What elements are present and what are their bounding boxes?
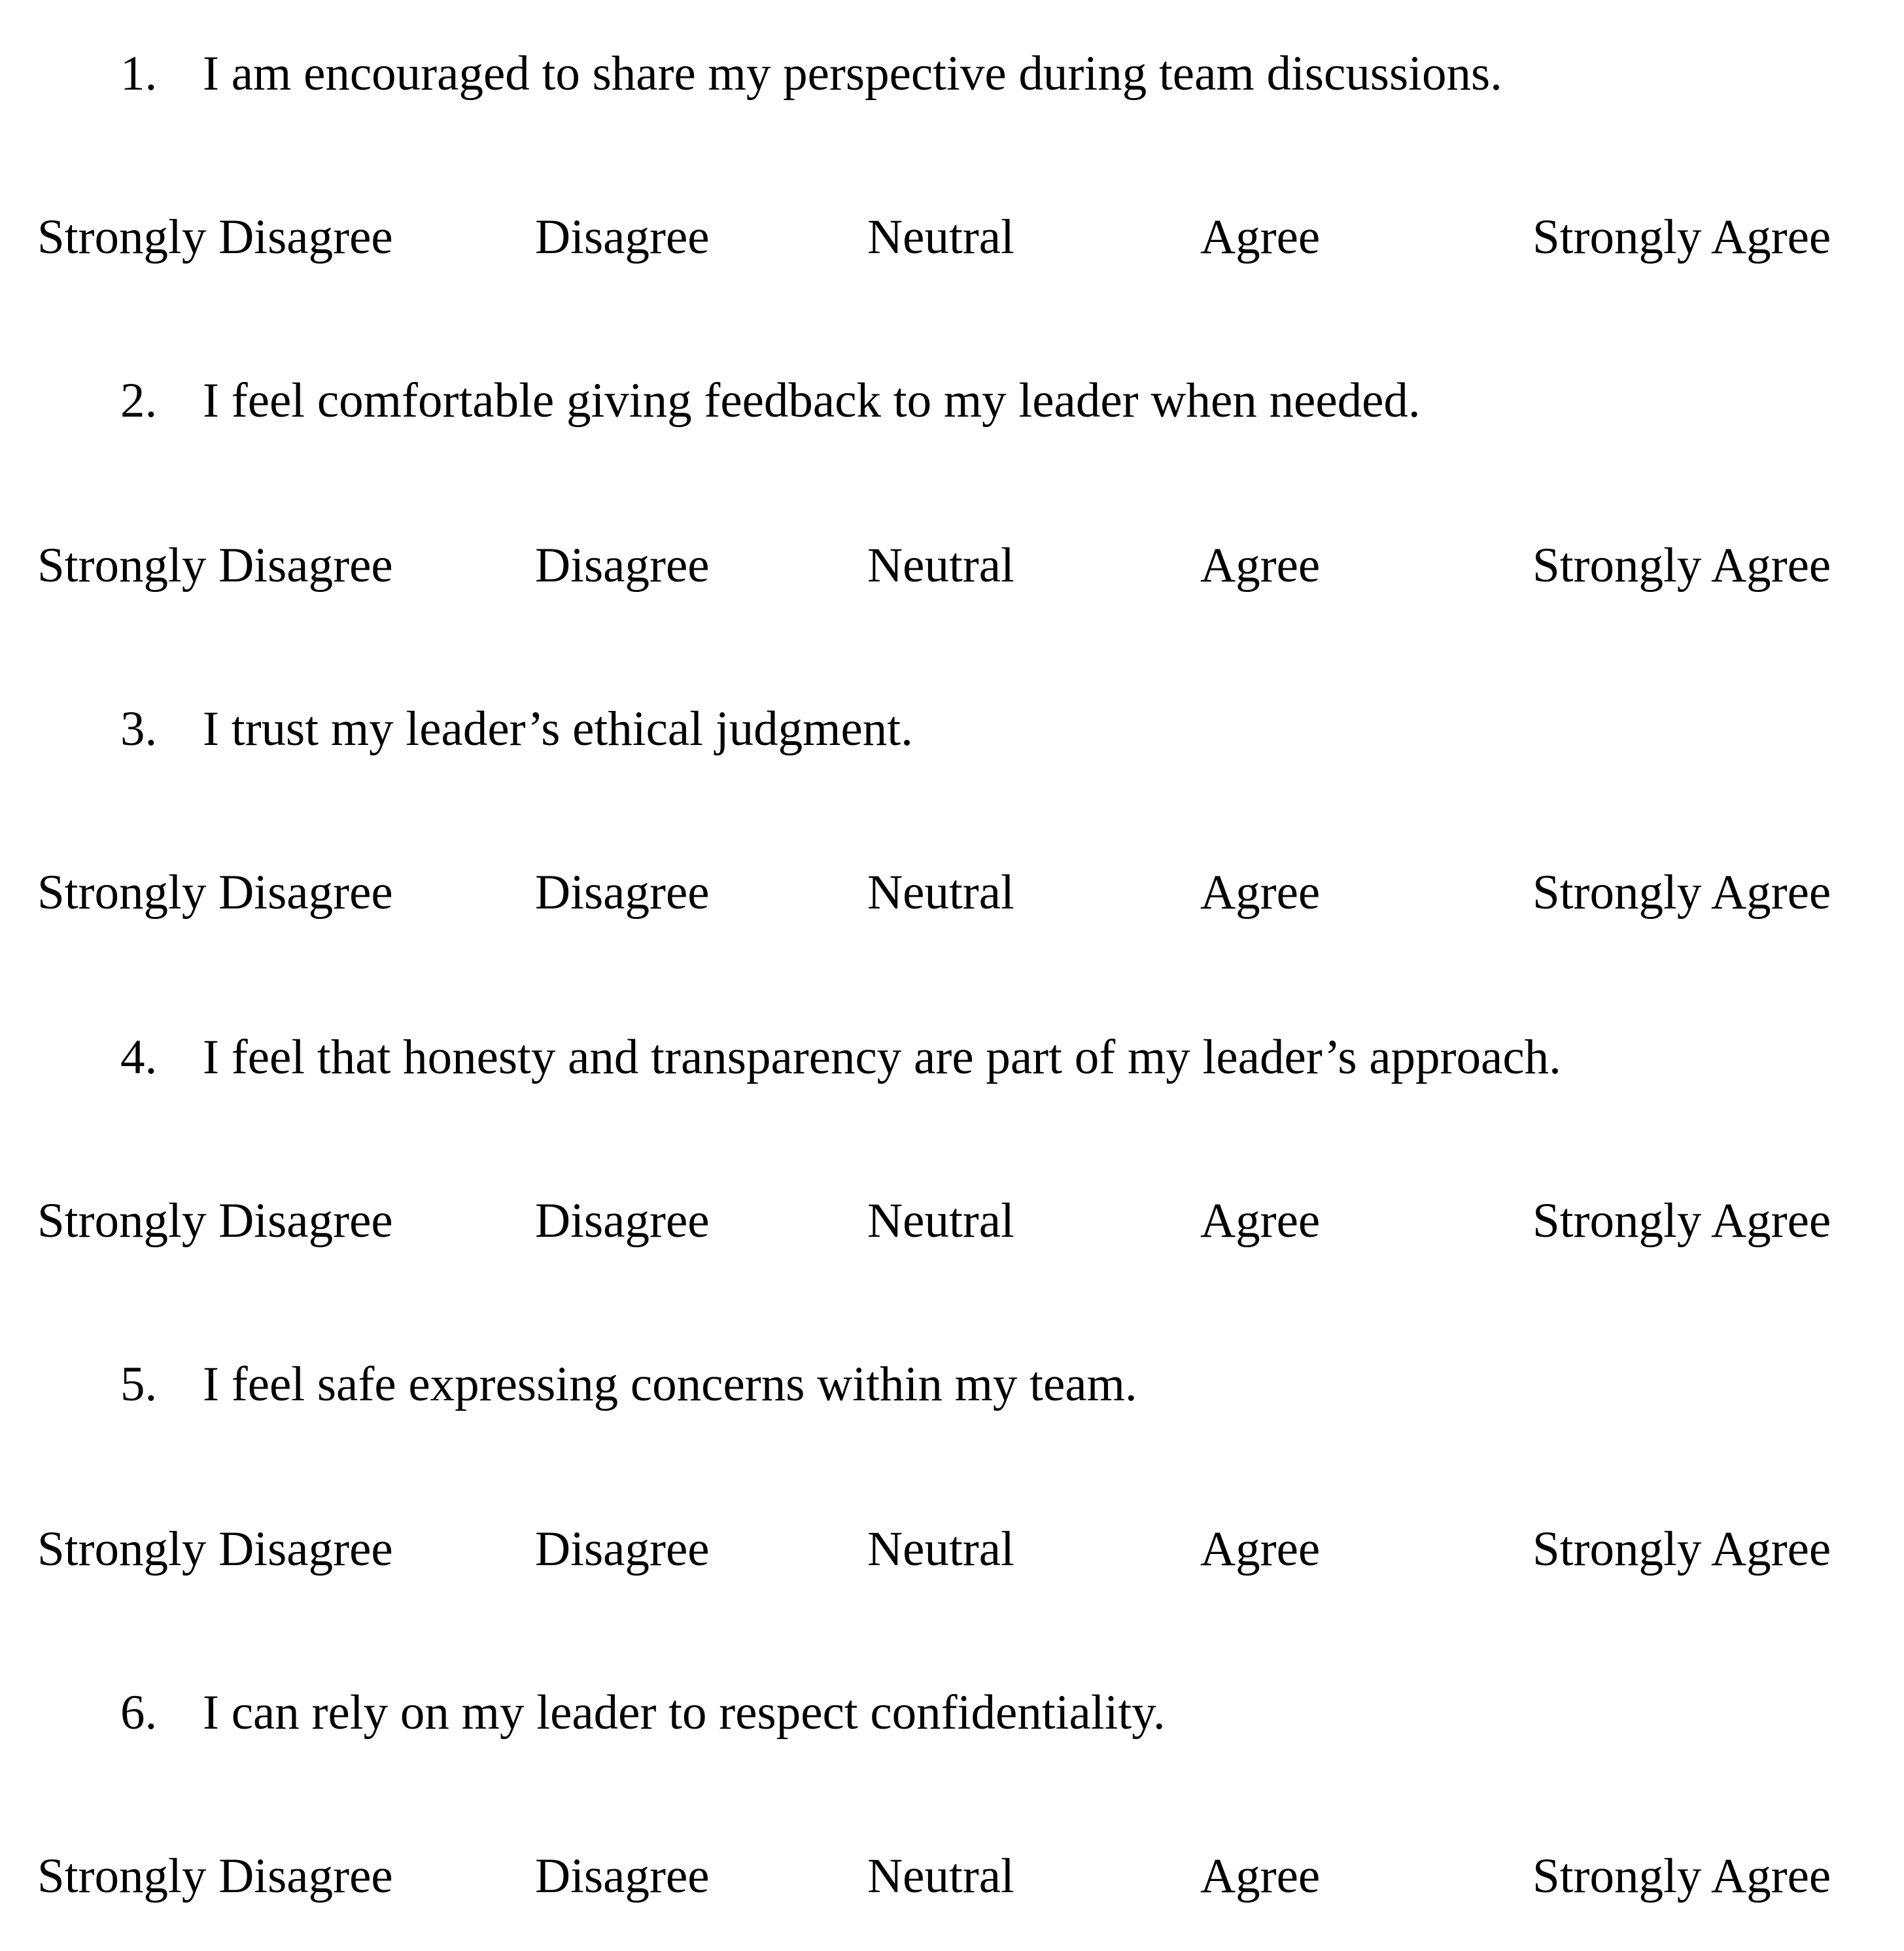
question-text: I can rely on my leader to respect confidentiality. [203,1685,1166,1740]
question-number: 2. [120,373,158,428]
option-agree[interactable]: Agree [1200,538,1321,593]
option-agree[interactable]: Agree [1200,865,1321,920]
option-neutral[interactable]: Neutral [867,210,1014,264]
question-number: 5. [120,1357,158,1411]
option-agree[interactable]: Agree [1200,1849,1321,1903]
question-4 [0,1022,1904,1094]
option-disagree[interactable]: Disagree [535,1849,710,1903]
option-disagree[interactable]: Disagree [535,865,710,920]
question-text: I feel that honesty and transparency are part of my leader’s approach. [203,1030,1561,1084]
question-number: 1. [120,46,158,101]
option-strongly-agree[interactable]: Strongly Agree [1532,210,1831,264]
likert-scale-6 [0,1840,1904,1912]
question-text: I feel comfortable giving feedback to my leader when needed. [203,373,1421,428]
option-neutral[interactable]: Neutral [867,1522,1014,1576]
question-text: I am encouraged to share my perspective during team discussions. [203,46,1502,101]
question-text: I feel safe expressing concerns within my team. [203,1357,1137,1411]
likert-scale-5 [0,1513,1904,1585]
question-number: 6. [120,1685,158,1740]
question-text: I trust my leader’s ethical judgment. [203,702,913,756]
option-strongly-agree[interactable]: Strongly Agree [1532,538,1831,593]
option-agree[interactable]: Agree [1200,1194,1321,1248]
option-strongly-agree[interactable]: Strongly Agree [1532,865,1831,920]
option-neutral[interactable]: Neutral [867,1849,1014,1903]
option-strongly-agree[interactable]: Strongly Agree [1532,1194,1831,1248]
option-strongly-agree[interactable]: Strongly Agree [1532,1522,1831,1576]
likert-scale-3 [0,857,1904,929]
option-disagree[interactable]: Disagree [535,1522,710,1576]
question-number: 3. [120,702,158,756]
likert-scale-2 [0,530,1904,602]
question-number: 4. [120,1030,158,1084]
question-1 [0,38,1904,110]
option-neutral[interactable]: Neutral [867,1194,1014,1248]
option-disagree[interactable]: Disagree [535,538,710,593]
option-strongly-disagree[interactable]: Strongly Disagree [37,1522,393,1576]
option-agree[interactable]: Agree [1200,210,1321,264]
option-neutral[interactable]: Neutral [867,538,1014,593]
likert-scale-1 [0,201,1904,273]
question-2 [0,365,1904,437]
option-strongly-disagree[interactable]: Strongly Disagree [37,210,393,264]
option-strongly-disagree[interactable]: Strongly Disagree [37,1849,393,1903]
option-strongly-disagree[interactable]: Strongly Disagree [37,865,393,920]
option-disagree[interactable]: Disagree [535,210,710,264]
question-6 [0,1677,1904,1749]
option-disagree[interactable]: Disagree [535,1194,710,1248]
option-agree[interactable]: Agree [1200,1522,1321,1576]
question-5 [0,1349,1904,1421]
likert-scale-4 [0,1185,1904,1257]
option-neutral[interactable]: Neutral [867,865,1014,920]
option-strongly-disagree[interactable]: Strongly Disagree [37,538,393,593]
question-3 [0,693,1904,765]
option-strongly-agree[interactable]: Strongly Agree [1532,1849,1831,1903]
option-strongly-disagree[interactable]: Strongly Disagree [37,1194,393,1248]
